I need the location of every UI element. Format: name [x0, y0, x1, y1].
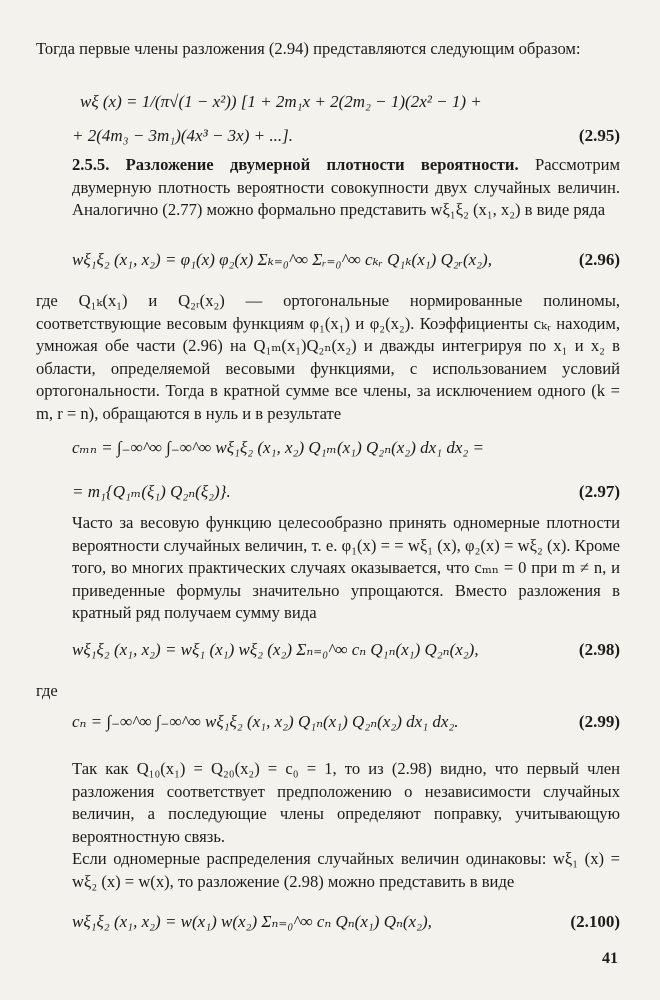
formula: wξ₁ξ₂ (x₁, x₂) = w(x₁) w(x₂) Σₙ₌₀^∞ cₙ Qₙ(x₁) Qₙ(x₂),: [72, 912, 432, 931]
equation-2-97-line1: [0, 438, 660, 468]
paragraph-where: где: [36, 681, 58, 700]
equation-2-95-line2: [0, 126, 660, 156]
equation-number: (2.95): [578, 126, 620, 145]
formula: wξ (x) = 1/(π√(1 − x²)) [1 + 2m₁x + 2(2m₂ − 1)(2x² − 1) +: [80, 92, 482, 111]
formula: cₘₙ = ∫₋∞^∞ ∫₋∞^∞ wξ₁ξ₂ (x₁, x₂) Q₁ₘ(x₁) Q₂ₙ(x₂) dx₁ dx₂ =: [72, 438, 484, 457]
formula: + 2(4m₃ − 3m₁)(4x³ − 3x) + ...].: [72, 126, 293, 145]
equation-2-98: [0, 640, 660, 670]
formula: cₙ = ∫₋∞^∞ ∫₋∞^∞ wξ₁ξ₂ (x₁, x₂) Q₁ₙ(x₁) Q₂ₙ(x₂) dx₁ dx₂.: [72, 712, 459, 731]
equation-2-96: [0, 250, 660, 280]
equation-number: (2.97): [578, 482, 620, 501]
equation-number: (2.98): [578, 640, 620, 659]
paragraph-identical-distributions: Если одномерные распределения случайных величин одинаковы: wξ₁ (x) = wξ₂ (x) = w(x), то разложение (2.98) можно представить в виде: [72, 849, 620, 891]
section-heading: 2.5.5. Разложение двумерной плотности вероятности.: [72, 155, 519, 174]
equation-number: (2.99): [578, 712, 620, 731]
paragraph-intro: Тогда первые члены разложения (2.94) представляются следующим образом:: [36, 39, 581, 58]
equation-2-100: [0, 912, 660, 942]
paragraph-weight-function: Часто за весовую функцию целесообразно принять одномерные плотности вероятности случайных величин, т. е. φ₁(x) = = wξ₁ (x), φ₂(x) = wξ₂ (x). Кроме того, во многих практических случаях оказывается, что cₘₙ = 0 при m ≠ n, и приведенные формулы значительно упрощаются. Вместо разложения в кратный ряд получаем сумму вида: [72, 513, 620, 623]
equation-2-99: [0, 712, 660, 742]
equation-number: (2.96): [578, 250, 620, 269]
paragraph-section-2-5-5: [72, 154, 620, 222]
page-number: 41: [602, 950, 618, 967]
formula: wξ₁ξ₂ (x₁, x₂) = φ₁(x) φ₂(x) Σₖ₌₀^∞ Σᵣ₌₀^∞ cₖᵣ Q₁ₖ(x₁) Q₂ᵣ(x₂),: [72, 250, 492, 269]
equation-2-97-line2: [0, 482, 660, 512]
formula: wξ₁ξ₂ (x₁, x₂) = wξ₁ (x₁) wξ₂ (x₂) Σₙ₌₀^∞ cₙ Q₁ₙ(x₁) Q₂ₙ(x₂),: [72, 640, 479, 659]
paragraph-orthogonal: где Q₁ₖ(x₁) и Q₂ᵣ(x₂) — ортогональные нормированные полиномы, соответствующие весовым функциям φ₁(x₁) и φ₂(x₂). Коэффициенты cₖᵣ находим, умножая обе части (2.96) на Q₁ₘ(x₁)Q₂ₙ(x₂) и дважды интегрируя по x₁ и x₂ в области, определяемой весовыми функциями, с использованием условий ортогональности. Тогда в кратной сумме все члены, за исключением одного (k = m, r = n), обращаются в нуль и в результате: [36, 291, 620, 423]
section-text: Рассмотрим двумерную плотность вероятности совокупности двух случайных величин. Аналогично (2.77) можно формально представить wξ₁ξ₂ (x₁, x₂) в виде ряда: [72, 155, 620, 220]
equation-2-95-line1: [0, 92, 660, 122]
formula: = m₁{Q₁ₘ(ξ₁) Q₂ₙ(ξ₂)}.: [72, 482, 231, 501]
paragraph-independence: Так как Q₁₀(x₁) = Q₂₀(x₂) = c₀ = 1, то из (2.98) видно, что первый член разложения соответствует предположению о независимости случайных величин, а последующие члены определяют поправку, учитывающую вероятностную связь.: [72, 759, 620, 846]
equation-number: (2.100): [570, 912, 620, 931]
